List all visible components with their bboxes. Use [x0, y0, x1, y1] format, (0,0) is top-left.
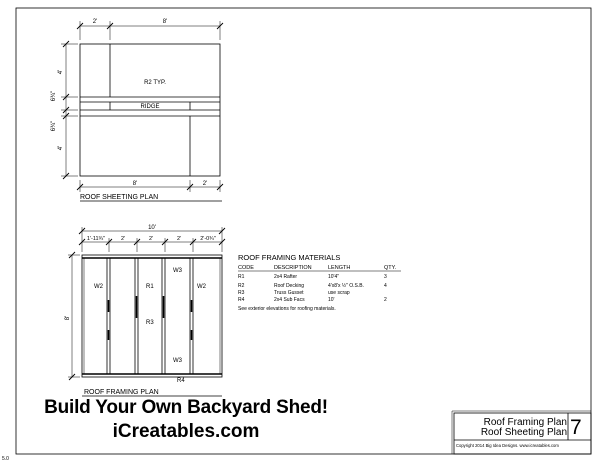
sheeting-plan-title: ROOF SHEETING PLAN [80, 194, 159, 201]
materials-row3-desc: Truss Gusset [274, 290, 304, 296]
sheet-number: 7 [570, 416, 582, 439]
materials-row4-code: R4 [238, 297, 245, 303]
copyright-text: Copyright 2014 Big Idea Designs. www.icreatables.com [456, 443, 559, 448]
label-r1: R1 [146, 284, 154, 290]
banner-slogan: Build Your Own Backyard Shed! [44, 397, 328, 418]
label-w2-right: W2 [197, 284, 206, 290]
title-block-line1: Roof Framing Plan [483, 417, 567, 428]
sheeting-dim-left-gap1: 6¾" [51, 90, 57, 102]
panel-label: R2 TYP. [144, 80, 166, 86]
materials-header-qty: QTY. [384, 265, 397, 271]
framing-plan-title: ROOF FRAMING PLAN [84, 389, 159, 396]
materials-header-length: LENGTH [328, 265, 351, 271]
label-w3-top: W3 [173, 268, 182, 274]
materials-table [238, 253, 401, 312]
materials-row2-qty: 4 [384, 283, 387, 289]
materials-row3-code: R3 [238, 290, 245, 296]
framing-dim-2: 2' [120, 236, 126, 242]
label-r3: R3 [146, 320, 154, 326]
framing-dim-ticks [69, 228, 225, 380]
framing-hatching [82, 258, 222, 374]
materials-row2-desc: Roof Decking [274, 283, 305, 289]
sheeting-dim-bottom-right: 2' [202, 181, 208, 187]
sheeting-dim-bottom-left: 8' [132, 181, 138, 187]
sheeting-dim-top-left: 2' [92, 19, 98, 25]
framing-dim-3: 2' [148, 236, 154, 242]
framing-dim-4: 2' [176, 236, 182, 242]
sheeting-dim-top-right: 8' [162, 19, 168, 25]
materials-title: ROOF FRAMING MATERIALS [238, 253, 341, 262]
materials-row1-length: 10'4" [328, 274, 340, 280]
sheeting-dim-left-upper: 4' [58, 69, 64, 75]
materials-row1-desc: 2x4 Rafter [274, 274, 298, 280]
title-block-line2: Roof Sheeting Plan [480, 427, 567, 438]
materials-note: See exterior elevations for roofing materials. [238, 306, 336, 312]
materials-row1-qty: 3 [384, 274, 387, 280]
materials-row1-code: R1 [238, 274, 245, 280]
ridge-label: RIDGE [140, 104, 160, 110]
materials-row4-qty: 2 [384, 297, 387, 303]
sheeting-dim-left-gap2: 6¾" [51, 120, 57, 132]
corner-mark: 5.0 [2, 456, 9, 462]
materials-row4-desc: 2x4 Sub Facs [274, 297, 305, 303]
label-w2-left: W2 [94, 284, 103, 290]
roof-sheeting-plan [61, 21, 222, 201]
sheeting-dim-left-lower: 4' [58, 145, 64, 151]
materials-row4-length: 10' [328, 297, 335, 303]
materials-row2-code: R2 [238, 283, 245, 289]
framing-dim-1: 1'-11¾" [86, 236, 106, 242]
materials-header-code: CODE [238, 265, 254, 271]
framing-side-dim: 8' [65, 315, 71, 321]
label-r4: R4 [177, 378, 185, 384]
framing-overall-dim: 10' [148, 225, 156, 231]
materials-row3-length: use scrap [328, 290, 350, 296]
roof-framing-plan [68, 227, 222, 396]
banner-site[interactable]: iCreatables.com [112, 421, 260, 442]
materials-row2-length: 4'x8'x ½" O.S.B. [328, 283, 364, 289]
framing-dim-5: 2'-0¾" [200, 236, 216, 242]
materials-header-description: DESCRIPTION [274, 265, 312, 271]
label-w3-bottom: W3 [173, 358, 182, 364]
